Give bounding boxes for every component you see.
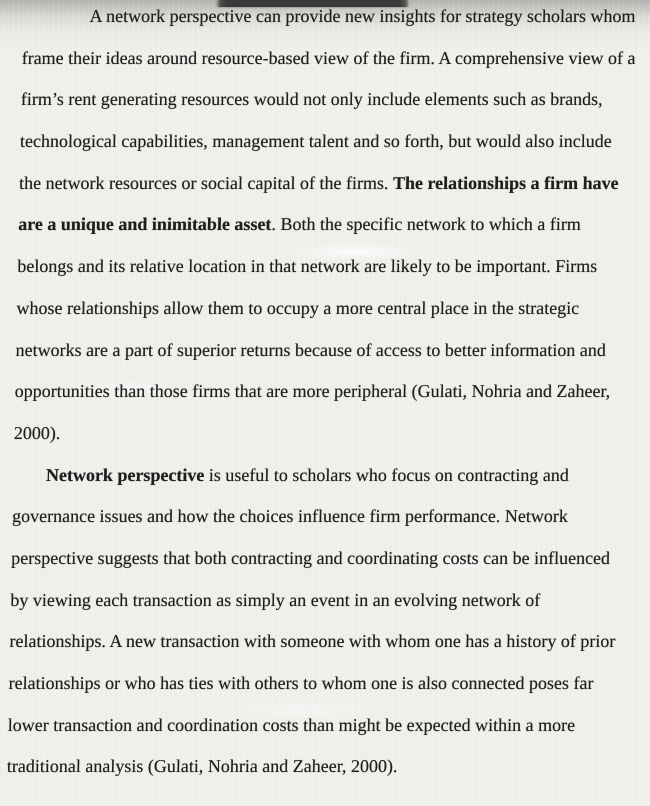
text-segment: relationships. A new transaction with someone with whom one has a history of prior: [9, 631, 616, 652]
text-segment: is useful to scholars who focus on contracting and: [204, 464, 570, 485]
text-line: [20, 79, 650, 121]
text-line: [16, 288, 650, 330]
text-line: [11, 538, 650, 580]
text-line: [10, 580, 650, 622]
text-segment: whose relationships allow them to occupy a more central place in the strategic: [16, 297, 580, 318]
text-line: [19, 163, 650, 205]
text-line: [15, 330, 650, 372]
text-segment: frame their ideas around resource-based view of the firm. A comprehensive view of a: [21, 47, 636, 68]
text-segment: opportunities than those firms that are more peripheral (Gulati, Nohria and Zaheer,: [14, 381, 611, 402]
text-line: [22, 0, 650, 38]
text-segment: 2000).: [13, 422, 61, 443]
text-segment: technological capabilities, management talent and so forth, but would also include: [19, 131, 613, 152]
text-line: [7, 705, 650, 747]
text-line: [20, 121, 650, 163]
text-segment: perspective suggests that both contracting and coordinating costs can be influenced: [11, 547, 611, 568]
text-segment: . Both the specific network to which a firm: [271, 214, 582, 235]
text-line: [8, 663, 650, 705]
text-line: [17, 246, 650, 288]
bold-text-segment: are a unique and inimitable asset: [18, 214, 272, 235]
bold-text-segment: The relationships a firm have: [392, 172, 619, 193]
text-segment: lower transaction and coordination costs than might be expected within a more: [7, 714, 576, 735]
text-line: [18, 204, 650, 246]
text-line: [9, 621, 650, 663]
bold-text-segment: Network perspective: [45, 464, 205, 485]
text-line: [12, 496, 650, 538]
text-segment: firm’s rent generating resources would not only include elements such as brands,: [20, 89, 603, 110]
text-segment: relationships or who has ties with others to whom one is also connected poses far: [8, 673, 594, 693]
text-line: [13, 413, 650, 455]
text-segment: networks are a part of superior returns because of access to better information and: [15, 339, 607, 360]
text-line: [13, 455, 650, 497]
text-segment: A network perspective can provide new insights for strategy scholars whom: [89, 6, 636, 26]
text-segment: traditional analysis (Gulati, Nohria and Zaheer, 2000).: [6, 756, 398, 777]
text-segment: the network resources or social capital of the firms.: [18, 172, 394, 193]
text-line: [14, 371, 650, 413]
text-segment: belongs and its relative location in that network are likely to be important. Firms: [17, 256, 598, 277]
text-segment: by viewing each transaction as simply an event in an evolving network of: [10, 589, 541, 610]
text-line: [6, 746, 650, 788]
text-line: [21, 38, 650, 80]
document-text: [6, 0, 650, 788]
text-segment: governance issues and how the choices influence firm performance. Network: [11, 506, 569, 527]
